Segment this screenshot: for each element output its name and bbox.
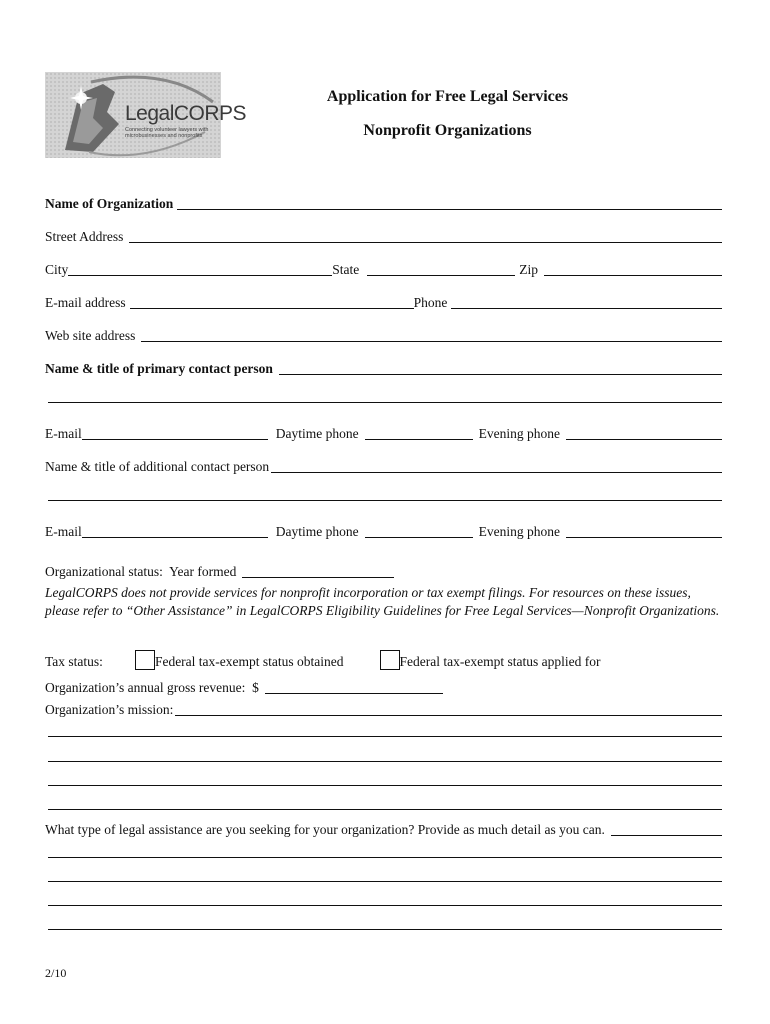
legalcorps-logo [45,72,247,158]
additional-email-field[interactable] [82,523,268,538]
primary-contact-line-2[interactable] [48,402,722,403]
additional-contact-phones-row [45,520,722,540]
additional-email-label: E-mail [45,524,82,539]
primary-email-field[interactable] [82,425,268,440]
email-field[interactable] [130,294,414,309]
additional-contact-line-2[interactable] [48,500,722,501]
street-field[interactable] [129,228,722,243]
incorporation-note: LegalCORPS does not provide services for nonprofit incorporation or tax exempt filings. For resources on these issues, please refer to “Other Assistance” in LegalCORPS Eligibility Guidelines for Free Legal Services—Nonprofit Organizations. [45,585,720,618]
primary-contact-label: Name & title of primary contact person [45,361,273,376]
assistance-line-5[interactable] [48,929,722,930]
tax-applied-label: Federal tax-exempt status applied for [399,654,601,669]
logo-name: LegalCORPS [125,102,247,125]
state-label: State [332,262,360,277]
mission-line-3[interactable] [48,761,722,762]
primary-evening-phone-label: Evening phone [478,426,560,441]
city-field[interactable] [68,261,332,276]
primary-contact-phones-row [45,422,722,442]
mission-field[interactable] [175,701,722,716]
mission-line-4[interactable] [48,785,722,786]
primary-contact-row [45,357,722,377]
revenue-field[interactable] [265,679,443,694]
additional-evening-phone-field[interactable] [566,523,722,538]
additional-contact-label: Name & title of additional contact person [45,459,270,474]
assistance-line-4[interactable] [48,905,722,906]
tax-status-label: Tax status: [45,654,103,669]
additional-contact-row [45,455,722,475]
year-formed-field[interactable] [242,563,394,578]
email-label: E-mail address [45,295,126,310]
revenue-row [45,676,722,696]
zip-label: Zip [519,262,539,277]
assistance-field[interactable] [611,821,722,836]
additional-daytime-phone-label: Daytime phone [275,524,359,539]
org-name-row [45,192,722,212]
mission-line-2[interactable] [48,736,722,737]
phone-field[interactable] [451,294,722,309]
mission-line-5[interactable] [48,809,722,810]
assistance-row [45,818,722,838]
primary-daytime-phone-label: Daytime phone [275,426,359,441]
zip-field[interactable] [544,261,722,276]
tax-status-row [45,646,722,670]
tax-obtained-checkbox[interactable] [135,650,155,670]
website-row [45,324,722,344]
state-field[interactable] [367,261,515,276]
org-status-row [45,560,722,580]
email-phone-row [45,291,722,311]
assistance-line-2[interactable] [48,857,722,858]
org-name-label: Name of Organization [45,196,174,211]
phone-label: Phone [413,295,448,310]
revenue-label: Organization’s annual gross revenue: $ [45,680,259,695]
website-label: Web site address [45,328,136,343]
assistance-line-3[interactable] [48,881,722,882]
city-label: City [45,262,69,277]
website-field[interactable] [141,327,722,342]
additional-daytime-phone-field[interactable] [365,523,473,538]
tax-applied-checkbox[interactable] [380,650,400,670]
tax-obtained-label: Federal tax-exempt status obtained [154,654,344,669]
primary-evening-phone-field[interactable] [566,425,722,440]
mission-label: Organization’s mission: [45,702,174,717]
org-name-field[interactable] [177,195,722,210]
assistance-label: What type of legal assistance are you seeking for your organization? Provide as much detail as you can. [45,822,605,837]
form-title: Application for Free Legal Services [326,88,569,105]
city-state-zip-row [45,258,722,278]
street-label: Street Address [45,229,124,244]
mission-row [45,698,722,718]
org-status-label: Organizational status: Year formed [45,564,237,579]
additional-evening-phone-label: Evening phone [478,524,560,539]
primary-email-label: E-mail [45,426,82,441]
form-subtitle: Nonprofit Organizations [363,122,532,139]
logo-tagline: Connecting volunteer lawyers with microbusinesses and nonprofits [125,127,209,139]
additional-contact-field[interactable] [271,458,722,473]
street-row [45,225,722,245]
primary-daytime-phone-field[interactable] [365,425,473,440]
form-version: 2/10 [45,966,67,980]
primary-contact-field[interactable] [279,360,722,375]
